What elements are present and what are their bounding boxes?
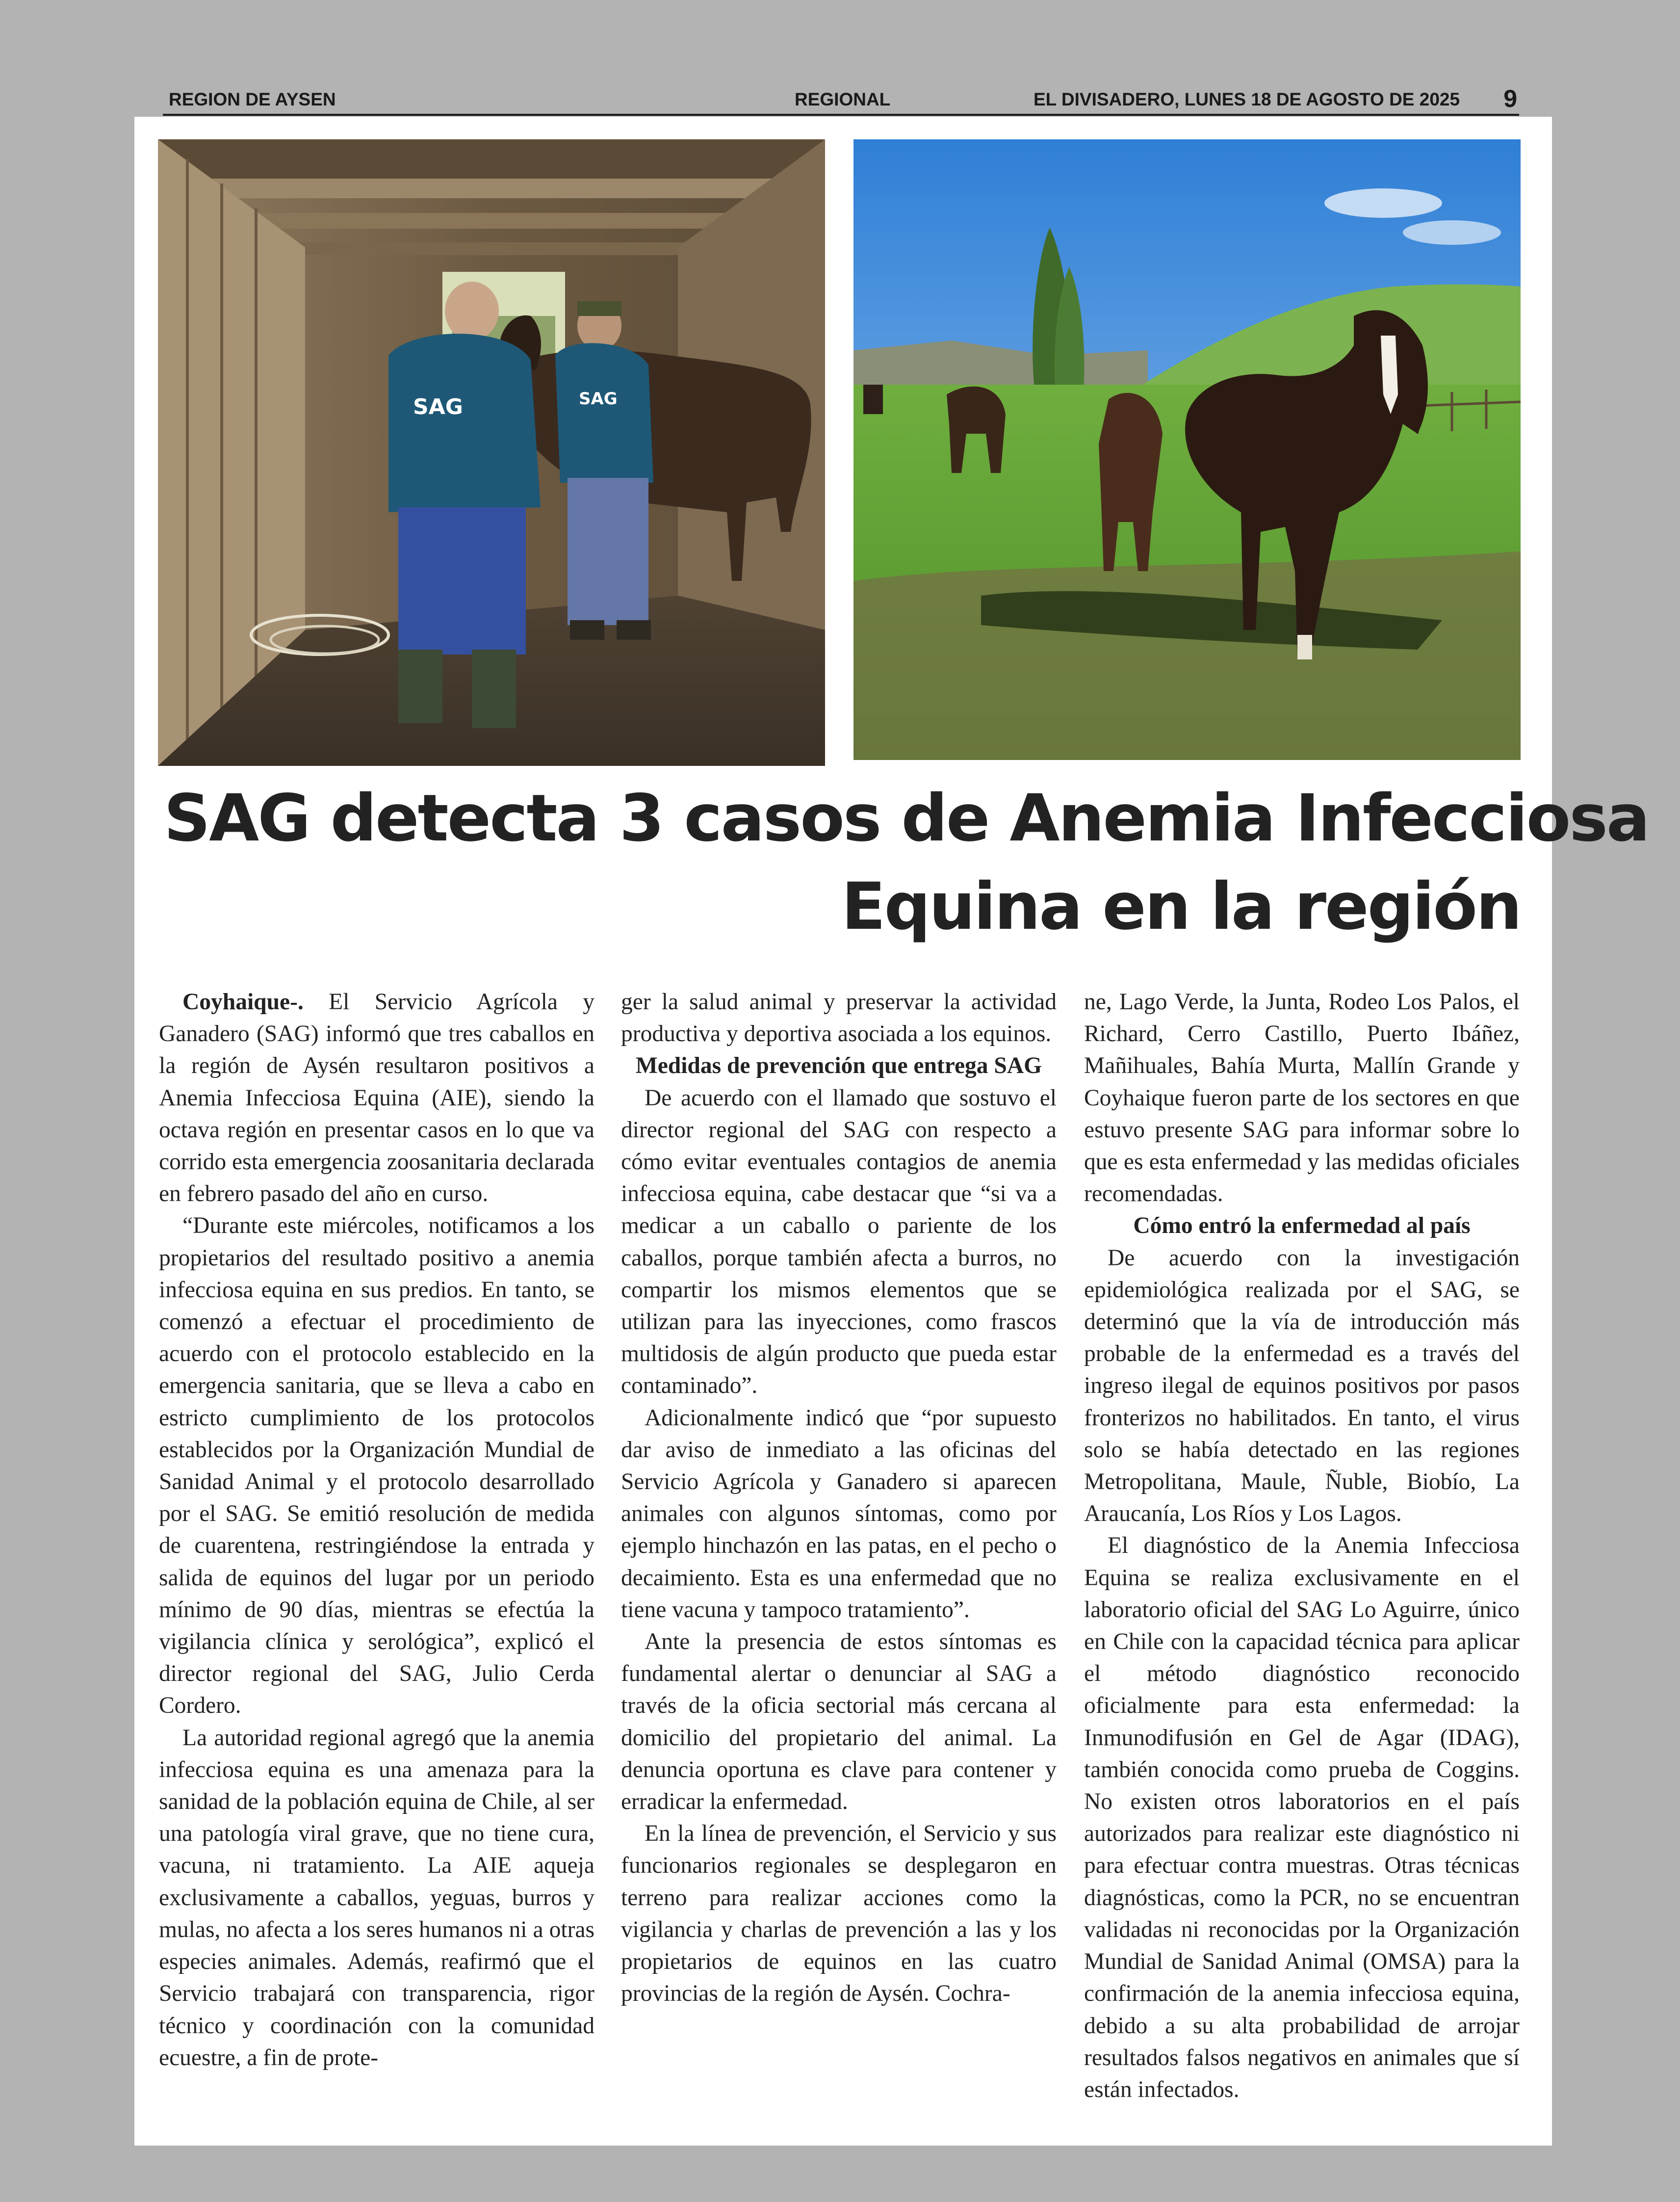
paragraph-text: El Servicio Agrícola y Ganadero (SAG) informó que tres caballos en la región de Aysén resultaron positivos a Anemia Infecciosa Equina (AIE), siendo la octava región en presentar casos en lo que va corrido esta emergencia zoosanitaria declarada en febrero pasado del año en curso. (159, 989, 594, 1207)
section-region: REGION DE AYSEN (169, 89, 336, 109)
paragraph: “Durante este miércoles, notificamos a los propietarios del resultado positivo a anemia infecciosa equina en sus predios. En tanto, se comenzó a efectuar el procedimiento de acuerdo con el protocolo establecido en la emergencia sanitaria, que se lleva a cabo en estricto cumplimiento de los protocolos establecidos por la Organización Mundial de Sanidad Animal y el protocolo desarrollado por el SAG. Se emitió resolución de medida de cuarentena, restringiéndose la entrada y salida de equinos del lugar por un periodo mínimo de 90 días, mientras se efectúa la vigilancia clínica y serológica”, explicó el director regional del SAG, Julio Cerda Cordero. (159, 1213, 594, 1719)
paragraph: De acuerdo con la investigación epidemiológica realizada por el SAG, se determinó que la vía de introducción más probable de la enfermedad es a través del ingreso ilegal de equinos positivos por pasos fronterizos no habilitados. En tanto, el virus solo se había detectado en las regiones Metropolitana, Maule, Ñuble, Biobío, La Araucanía, Los Ríos y Los Lagos. (1084, 1245, 1520, 1527)
paragraph: Ante la presencia de estos síntomas es fundamental alertar o denunciar al SAG a través de la oficia sectorial más cercana al domicilio del propietario del animal. La denuncia oportuna es clave para contener y erradicar la enfermedad. (621, 1629, 1057, 1815)
dateline: Coyhaique-. (182, 989, 304, 1015)
newspaper-page (134, 117, 1649, 2146)
paragraph: El diagnóstico de la Anemia Infecciosa Equina se realiza exclusivamente en el laboratorio oficial del SAG Lo Aguirre, único en Chile con la capacidad técnica para aplicar el método diagnóstico reconocido oficialmente para esta enfermedad: la Inmunodifusión en Gel de Agar (IDAG), también conocida como prueba de Coggins. No existen otros laboratorios en el país autorizados para realizar este diagnóstico ni para efectuar contra muestras. Otras técnicas diagnósticas, como la PCR, no se encuentran validadas ni reconocidas por la Organización Mundial de Sanidad Animal (OMSA) para la confirmación de la anemia infecciosa equina, debido a su alta probabilidad de arrojar resultados falsos negativos en animales que sí están infectados. (1084, 1533, 1520, 2102)
paragraph (159, 986, 594, 1210)
article-headline (164, 774, 1649, 951)
article-column-1 (159, 986, 594, 2074)
headline-line-1: SAG detecta 3 casos de Anemia Infecciosa (164, 781, 1649, 856)
paragraph: En la línea de prevención, el Servicio y sus funcionarios regionales se desplegaron en terreno para realizar acciones como la vigilancia y charlas de prevención a las y los propietarios de equinos en las cuatro provincias de la región de Aysén. Cochra- (621, 1821, 1057, 2007)
page-header (163, 83, 1519, 116)
paragraph: Adicionalmente indicó que “por supuesto dar aviso de inmediato a las oficinas del Servicio Agrícola y Ganadero si aparecen animales con algunos síntomas, como por ejemplo hinchazón en las patas, en el pecho o decaimiento. Esta es una enfermedad que no tiene vacuna y tampoco tratamiento”. (621, 1405, 1057, 1623)
headline-line-2: Equina en la región (841, 869, 1521, 944)
publication-date: EL DIVISADERO, LUNES 18 DE AGOSTO DE 2025 (1034, 89, 1460, 109)
page-number: 9 (1503, 85, 1517, 112)
paragraph: ne, Lago Verde, la Junta, Rodeo Los Palos, el Richard, Cerro Castillo, Puerto Ibáñez, Mañihuales, Bahía Murta, Mallín Grande y Coyhaique fueron parte de los sectores en que estuvo presente SAG para informar sobre lo que es esta enfermedad y las medidas oficiales recomendadas. (1084, 989, 1520, 1207)
subheading-origin: Cómo entró la enfermedad al país (1133, 1213, 1471, 1239)
photo-horses-pasture (853, 139, 1521, 760)
paragraph: La autoridad regional agregó que la anemia infecciosa equina es una amenaza para la sanidad de la población equina de Chile, al ser una patología viral grave, que no tiene cura, vacuna, ni tratamiento. La AIE aqueja exclusivamente a caballos, yeguas, burros y mulas, no afecta a los seres humanos ni a otras especies animales. Además, reafirmó que el Servicio trabajará con transparencia, rigor técnico y coordinación con la comunidad ecuestre, a fin de prote- (159, 1725, 594, 2071)
section-name: REGIONAL (795, 89, 891, 109)
stable-photo-illustration (158, 139, 825, 766)
vest-label: SAG (413, 394, 463, 419)
paragraph: ger la salud animal y preservar la actividad productiva y deportiva asociada a los equinos. (621, 989, 1057, 1047)
subheading-prevention: Medidas de prevención que entrega SAG (635, 1053, 1042, 1079)
pasture-photo-illustration (853, 139, 1521, 760)
vest-label-2: SAG (579, 389, 618, 409)
article-column-2 (621, 986, 1057, 2010)
photo-stable-inspection (158, 139, 825, 766)
article-column-3 (1084, 986, 1520, 2106)
paragraph: De acuerdo con el llamado que sostuvo el director regional del SAG con respecto a cómo evitar eventuales contagios de anemia infecciosa equina, cabe destacar que “si va a medicar a un caballo o pariente de los caballos, porque también afecta a burros, no compartir los mismos elementos que se utilizan para las inyecciones, como frascos multidosis de algún producto que pueda estar contaminado”. (621, 1085, 1057, 1399)
